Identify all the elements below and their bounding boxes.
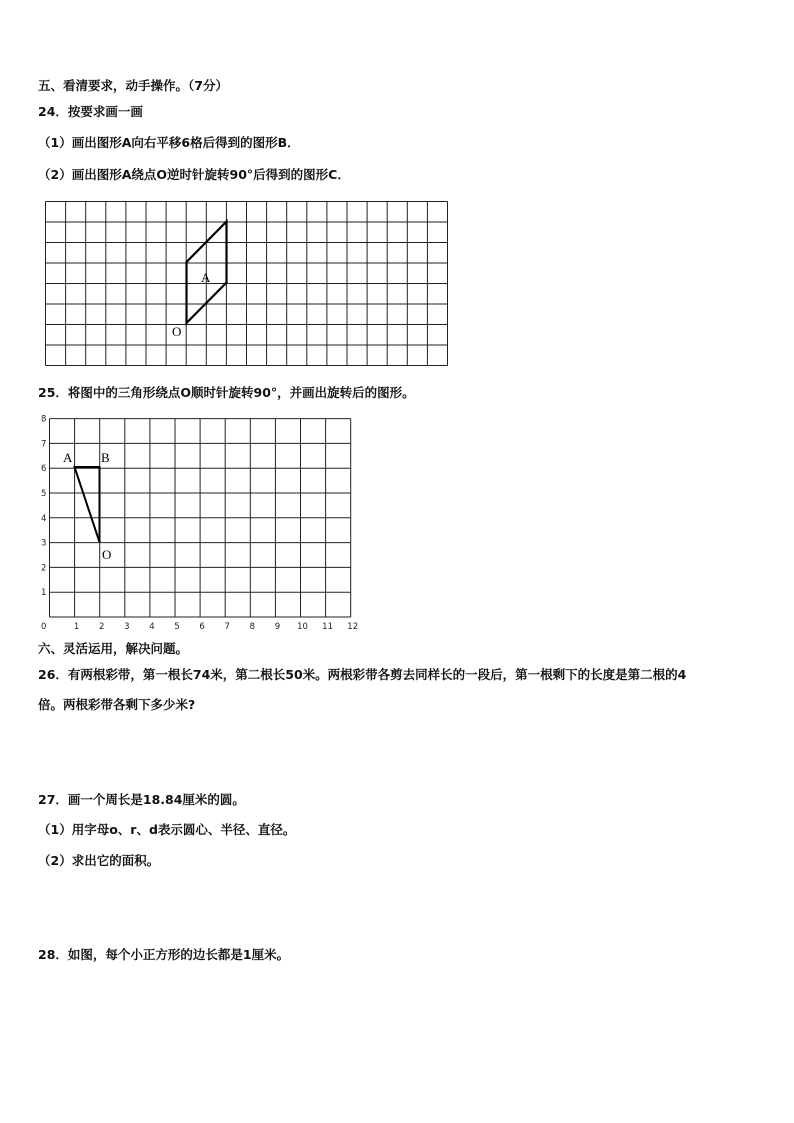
x-tick-label: 6 (199, 622, 205, 632)
section-5-heading: 五、看清要求，动手操作。（7分） (38, 78, 228, 93)
point-b-label: B (101, 450, 110, 465)
question-27-title: 27．画一个周长是18.84厘米的圆。 (38, 792, 245, 807)
triangle-abo (75, 467, 100, 542)
question-26-line-2: 倍。两根彩带各剩下多少米? (38, 697, 196, 712)
point-o-label: O (102, 547, 112, 562)
x-tick-label: 4 (149, 622, 155, 632)
y-tick-label: 3 (41, 538, 47, 549)
x-tick-label: 0 (41, 622, 47, 632)
y-tick-label: 7 (41, 439, 47, 450)
section-6-heading: 六、灵活运用，解决问题。 (38, 641, 189, 656)
point-a-label: A (63, 450, 73, 465)
question-27-part-2: （2）求出它的面积。 (38, 853, 160, 868)
question-24-title: 24．按要求画一画 (38, 104, 143, 119)
y-tick-label: 2 (41, 563, 47, 574)
x-tick-label: 9 (274, 622, 281, 632)
x-tick-label: 7 (224, 622, 230, 632)
x-tick-label: 5 (174, 622, 180, 632)
x-tick-label: 11 (322, 622, 334, 632)
y-tick-label: 6 (41, 464, 47, 475)
question-25-coordinate-grid (0, 400, 794, 635)
y-tick-label: 1 (41, 588, 47, 599)
x-tick-label: 1 (73, 622, 80, 632)
y-tick-label: 4 (41, 513, 47, 524)
question-28-title: 28．如图，每个小正方形的边长都是1厘米。 (38, 947, 290, 962)
x-tick-label: 3 (124, 622, 130, 632)
question-24-part-2: （2）画出图形A绕点O逆时针旋转90°后得到的图形C． (38, 167, 350, 182)
x-tick-label: 10 (297, 622, 308, 632)
question-26-line-1: 26．有两根彩带，第一根长74米，第二根长50米。两根彩带各剪去同样长的一段后，第一根剩下的长度是第二根的4 (38, 667, 687, 682)
shape-a-label: A (201, 270, 211, 285)
x-tick-label: 8 (249, 622, 256, 632)
point-o-label: O (172, 324, 182, 339)
question-27-part-1: （1）用字母o、r、d表示圆心、半径、直径。 (38, 822, 296, 837)
question-24-grid-figure (0, 0, 794, 380)
x-tick-label: 12 (347, 622, 359, 632)
x-tick-label: 2 (98, 622, 105, 632)
y-tick-label: 8 (41, 414, 47, 425)
question-24-part-1: （1）画出图形A向右平移6格后得到的图形B． (38, 135, 300, 150)
question-25-title: 25．将图中的三角形绕点O顺时针旋转90°，并画出旋转后的图形。 (38, 385, 415, 400)
y-tick-label: 5 (41, 489, 47, 499)
